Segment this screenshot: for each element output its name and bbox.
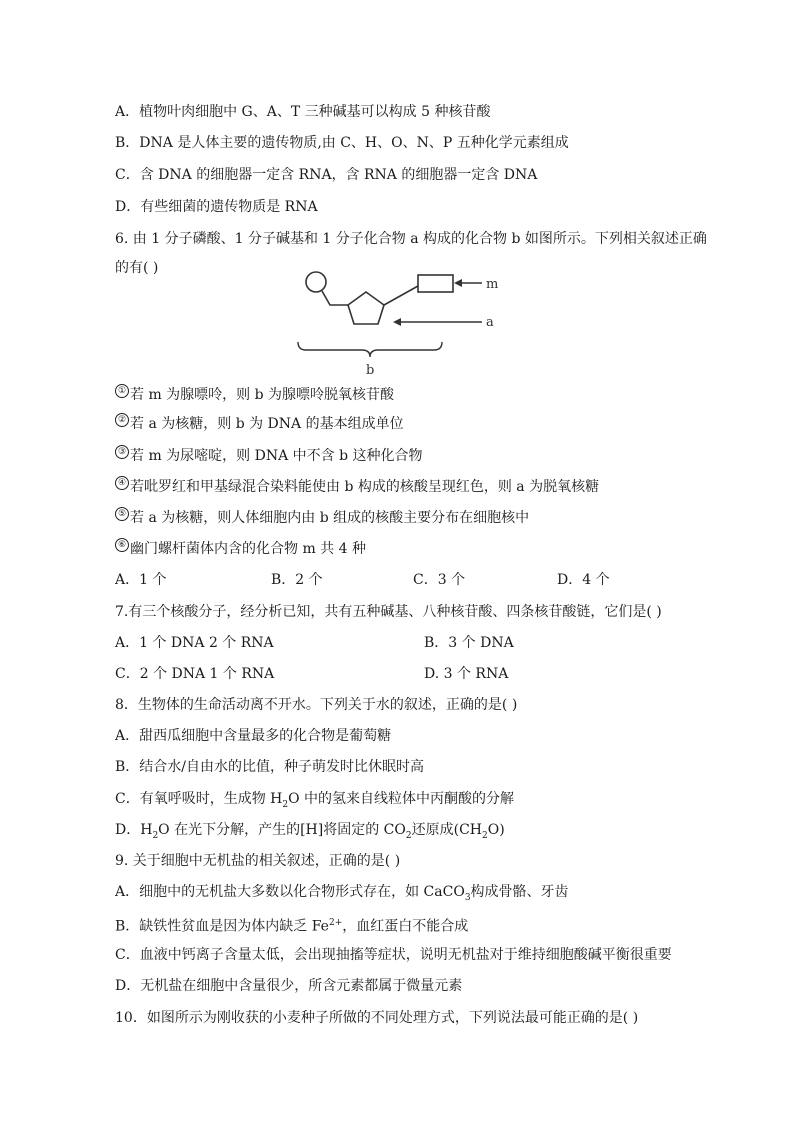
text-segment: B．缺铁性贫血是因为体内缺乏 Fe [115, 918, 329, 935]
pentose-ring [348, 292, 384, 324]
q6-option-c: C．3 个 [413, 572, 466, 588]
subscript: 2 [482, 830, 488, 841]
text-segment: C．有氧呼吸时，生成物 H [115, 791, 283, 807]
q6-item-4 [115, 477, 599, 497]
q5-option-c: C．含 DNA 的细胞器一定含 RNA，含 RNA 的细胞器一定含 DNA [115, 167, 538, 183]
q6-item-6 [115, 539, 366, 559]
q6-option-b: B．2 个 [271, 572, 323, 588]
q7-option-d: D. 3 个 RNA [424, 666, 509, 682]
q7-option-c: C．2 个 DNA 1 个 RNA [115, 666, 275, 682]
q5-option-b: B．DNA 是人体主要的遗传物质,由 C、H、O、N、P 五种化学元素组成 [115, 135, 569, 151]
q8-stem: 8．生物体的生命活动离不开水。下列关于水的叙述，正确的是( ) [115, 697, 518, 713]
q7-option-a: A．1 个 DNA 2 个 RNA [115, 635, 274, 651]
q8-option-b: B．结合水/自由水的比值，种子萌发时比休眠时高 [115, 759, 425, 775]
item-text: 若 m 为尿嘧啶，则 DNA 中不含 b 这种化合物 [130, 448, 423, 464]
nucleotide-diagram [290, 262, 510, 380]
item-number: ② [115, 413, 129, 427]
text-segment: 构成骨骼、牙齿 [470, 884, 569, 900]
q8-option-d [115, 820, 505, 846]
text-segment: O 中的氢来自线粒体中丙酮酸的分解 [288, 791, 515, 807]
q9-option-b [115, 913, 468, 937]
item-text: 若吡罗红和甲基绿混合染料能使由 b 构成的核酸呈现红色，则 a 为脱氧核糖 [130, 479, 600, 495]
item-number: ① [115, 384, 129, 398]
q5-option-d: D．有些细菌的遗传物质是 RNA [115, 199, 318, 215]
q6-option-a: A．1 个 [115, 572, 167, 588]
item-number: ⑤ [115, 507, 129, 521]
label-a: a [486, 315, 494, 330]
text-segment: 还原成(CH [411, 822, 482, 838]
q9-stem: 9. 关于细胞中无机盐的相关叙述，正确的是( ) [115, 853, 401, 869]
brace-b [298, 342, 442, 357]
phosphate-circle [306, 272, 326, 292]
text-segment: ，血红蛋白不能合成 [342, 918, 469, 935]
item-number: ④ [115, 476, 129, 490]
item-text: 幽门螺杆菌体内含的化合物 m 共 4 种 [130, 541, 366, 557]
q5-option-a: A．植物叶肉细胞中 G、A、T 三种碱基可以构成 5 种核苷酸 [115, 104, 491, 120]
q10-stem: 10．如图所示为刚收获的小麦种子所做的不同处理方式，下列说法最可能正确的是( ) [115, 1010, 639, 1026]
subscript: 3 [464, 892, 471, 903]
q9-option-c: C．血液中钙离子含量太低，会出现抽搐等症状，说明无机盐对于维持细胞酸碱平衡很重要 [115, 947, 672, 963]
label-b: b [366, 363, 375, 378]
q6-stem-line1: 6. 由 1 分子磷酸、1 分子碱基和 1 分子化合物 a 构成的化合物 b 如图所示。下列相关叙述正确 [115, 231, 707, 247]
text-segment: O 在光下分解，产生的[H]将固定的 CO [158, 822, 406, 838]
arrow-a-head [393, 318, 401, 326]
q6-item-2 [115, 414, 404, 434]
subscript: 2 [152, 830, 159, 841]
item-text: 若 a 为核糖，则人体细胞内由 b 组成的核酸主要分布在细胞核中 [130, 510, 530, 526]
q6-item-3 [115, 446, 423, 466]
q6-option-d: D．4 个 [557, 572, 610, 588]
q8-option-c [115, 789, 514, 815]
item-text: 若 m 为腺嘌呤，则 b 为腺嘌呤脱氧核苷酸 [130, 387, 395, 403]
item-number: ⑥ [115, 538, 129, 552]
subscript: 2 [405, 830, 412, 841]
superscript: 2+ [328, 918, 343, 928]
item-text: 若 a 为核糖，则 b 为 DNA 的基本组成单位 [130, 416, 404, 432]
q9-option-a [115, 882, 569, 908]
base-rectangle [418, 275, 453, 292]
q6-item-5 [115, 508, 529, 528]
q7-stem: 7.有三个核酸分子，经分析已知，共有五种碱基、八种核苷酸、四条核苷酸链，它们是( ) [115, 604, 662, 620]
text-segment: O) [487, 822, 505, 838]
q8-option-a: A．甜西瓜细胞中含量最多的化合物是葡萄糖 [115, 728, 392, 744]
q6-item-1 [115, 385, 394, 405]
item-number: ③ [115, 445, 129, 459]
phosphate-bond [322, 291, 348, 305]
text-segment: A．细胞中的无机盐大多数以化合物形式存在，如 CaCO [115, 884, 465, 900]
base-bond [384, 286, 418, 305]
subscript: 2 [282, 799, 289, 810]
label-m: m [486, 277, 499, 292]
arrow-m-head [454, 279, 462, 287]
q9-option-d: D．无机盐在细胞中含量很少，所含元素都属于微量元素 [115, 978, 463, 994]
q6-stem-line2: 的有( ) [115, 260, 159, 276]
text-segment: D．H [115, 822, 153, 838]
q7-option-b: B．3 个 DNA [424, 635, 514, 651]
